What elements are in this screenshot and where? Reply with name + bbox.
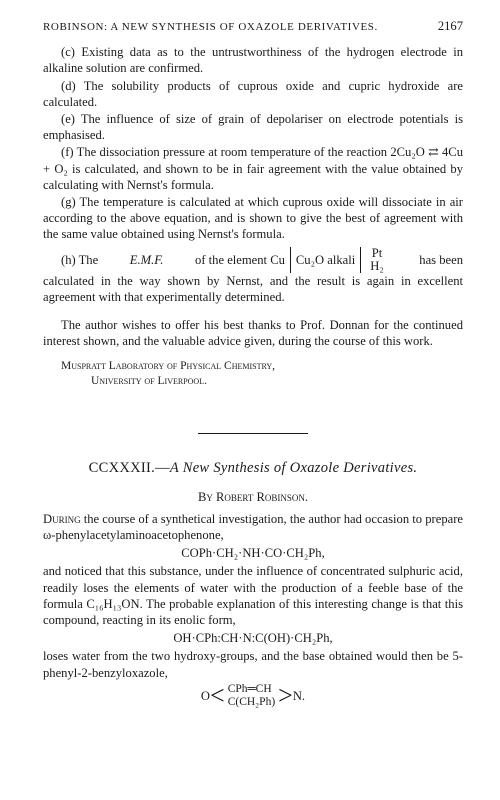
oxazole-bottom: C(CH₂Ph): [227, 695, 276, 708]
formula-enolic: OH·CPh:CH·N:C(OH)·CH₂Ph,: [173, 631, 333, 646]
oxazole-structure: [43, 680, 463, 710]
oxazole-oxygen: O: [200, 688, 211, 703]
conclusion-h-has: has been: [419, 252, 463, 267]
oxazole-nitrogen: N.: [292, 688, 306, 703]
journal-page: [43, 18, 463, 709]
body-paragraph-3: loses water from the two hydroxy-groups, and the base obtained would then be 5-phenyl-2-benzyloxazole,: [43, 649, 463, 680]
running-title: ROBINSON: A NEW SYNTHESIS OF OXAZOLE DERIVATIVES.: [43, 21, 378, 33]
article-number: CCXXXII.—: [88, 460, 170, 477]
electrode-pt-h2: [370, 247, 384, 273]
bond-left: <: [210, 680, 225, 710]
article-title-text: A New Synthesis of Oxazole Derivatives.: [169, 460, 418, 477]
body-paragraph-1-text: the course of a synthetical investigation, the author had occasion to prepare ω-phenylacetylaminoacetophenone,: [43, 511, 463, 543]
lead-word: During: [43, 511, 81, 526]
address: [43, 359, 463, 389]
conclusion-d: (d) The solubility products of cuprous oxide and cupric hydroxide are calculated.: [43, 78, 463, 109]
conclusion-g: (g) The temperature is calculated at which cuprous oxide will dissociate in air according to the above equation, and is shown to give the best of agreement with the same value obtained using Nernst's formula.: [43, 195, 463, 242]
body-paragraph-2: [43, 563, 463, 628]
article-title: [43, 460, 463, 476]
acknowledgement: The author wishes to offer his best thanks to Prof. Donnan for the continued interest shown, and the valuable advice given, during the course of this work.: [43, 318, 463, 349]
electrode-pt: Pt: [371, 245, 383, 260]
conclusion-f-intro: (f) The dissociation pressure at room temperature of the reaction: [61, 145, 388, 160]
oxazole-top: CPh═CH: [227, 682, 272, 695]
reaction-equation: 2Cu₂O ⇄ 4Cu + O₂: [43, 145, 463, 176]
formula-acetophenone: COPh·CH₂·NH·CO·CH₂Ph,: [181, 546, 325, 561]
conclusion-f: [43, 144, 463, 193]
cell-divider-2: [360, 247, 361, 273]
oxazole-ring: [228, 683, 275, 709]
conclusion-e: (e) The influence of size of grain of depolariser on electrode potentials is emphasised.: [43, 112, 463, 143]
conclusion-f-rest: is calculated, and shown to be in fair agreement with the value obtained by calculating with Nernst's formula.: [43, 161, 463, 192]
address-line-2: University of Liverpool.: [91, 375, 207, 388]
address-line-1: Muspratt Laboratory of Physical Chemistry,: [61, 360, 276, 373]
base-formula: C₁₆H₁₃ON: [86, 596, 140, 611]
conclusion-c: (c) Existing data as to the untrustworthiness of the hydrogen electrode in alkaline solution are confirmed.: [43, 45, 463, 76]
conclusion-h-start: (h) The: [61, 252, 99, 267]
article-author: By Robert Robinson.: [197, 489, 309, 504]
body-paragraph-2-intro: and noticed that this substance, under the influence of concentrated sulphuric acid, readily loses the elements of water with the production of a feeble base of the formula: [43, 564, 463, 611]
running-header: [43, 18, 463, 35]
bond-right: >: [278, 680, 293, 710]
body-paragraph-1: [43, 511, 463, 543]
emf-term: E.M.F.: [129, 252, 164, 267]
conclusion-h-cell: [43, 247, 463, 273]
conclusion-h-rest: calculated in the way shown by Nernst, and the result is again in excellent agreement with that experimentally determined.: [43, 273, 463, 304]
cell-divider-1: [290, 247, 291, 273]
body-paragraph-2-rest: . The probable explanation of this interesting change is that this compound, reacting in its enolic form,: [43, 596, 463, 628]
electrode-h2: H₂: [370, 258, 384, 273]
element-cu: of the element Cu: [195, 252, 285, 267]
section-rule: [198, 433, 308, 434]
page-number: 2167: [437, 19, 463, 33]
element-electrolyte: Cu₂O alkali: [295, 252, 356, 267]
